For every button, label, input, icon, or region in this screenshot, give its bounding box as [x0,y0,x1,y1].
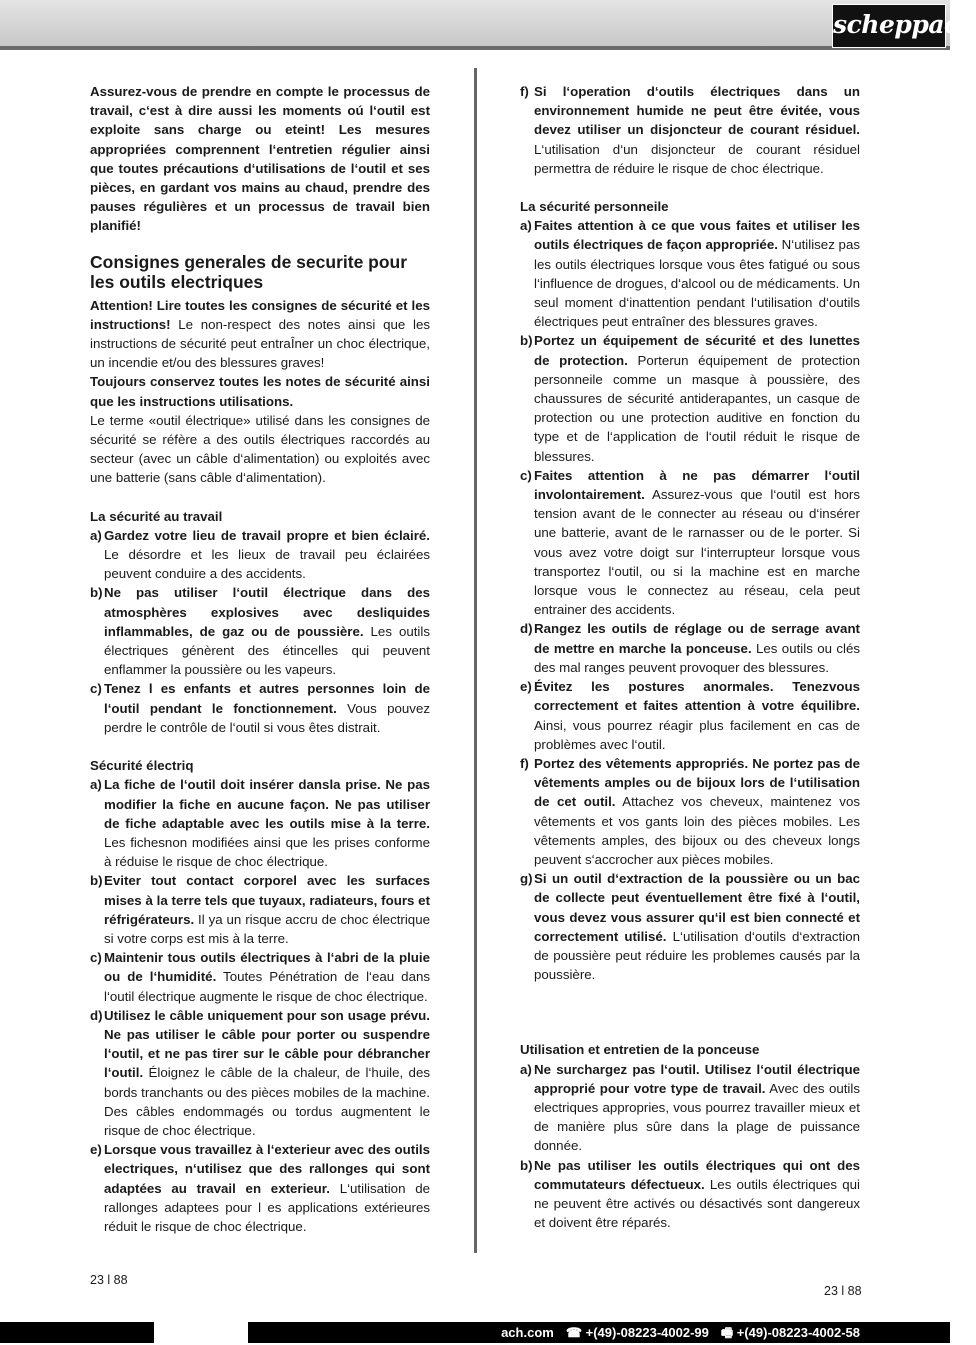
list-item-bold: Évitez les postures anormales. Tenezvous correctement et faites attention à votre équilibre. [534,679,860,714]
list-item [520,82,860,178]
list-item-label: c) [90,950,102,966]
list-item [520,216,860,331]
continued-list [520,82,860,178]
subsection-title-electrical: Sécurité électriq [90,758,194,774]
footer-fax: 🖷 +(49)-08223-4002-58 [720,1325,860,1340]
list-item [520,754,860,869]
list-item-text [104,1140,430,1236]
page-number-right: 23 l 88 [824,1284,862,1298]
page-number-left: 23 l 88 [90,1273,128,1287]
list-item-bold: Si l‘operation d‘outils électriques dans un environnement humide ne peut être évitée, vous devez utiliser un disjoncteur de courant résiduel. [534,84,860,138]
footer-website[interactable]: ach.com [501,1325,554,1340]
list-item-label: c) [520,467,532,483]
right-column [520,82,860,1232]
list-item-text [534,331,860,465]
list-item-bold: Ne pas utiliser les outils électriques qui ont des commutateurs défectueux. [534,1157,860,1192]
attention-paragraph [90,296,430,373]
list-item-bold: La fiche de l‘outil doit insérer dansla prise. Ne pas modifier la fiche en aucune façon. Ne pas utiliser de fiche adaptable avec les outils mise à la terre. [104,777,430,831]
workplace-safety-list [90,526,430,737]
subsection-title-usage: Utilisation et entretien de la ponceuse [520,1042,760,1058]
definition-paragraph: Le terme «outil électrique» utilisé dans les consignes de sécurité se réfère a des outils électriques raccordés au secteur (avec un câble d‘alimentation) ou exploités avec une batterie (sans câble d‘alimentation). [90,412,430,486]
keep-notes: Toujours conservez toutes les notes de sécurité ainsi que les instructions utilisations. [90,374,430,409]
list-item-body: Ainsi, vous pourrez réagir plus facilement en cas de problèmes avec l‘outil. [534,717,860,752]
list-item-text [534,82,860,178]
personal-safety-list [520,216,860,984]
list-item-bold: Ne surchargez pas l‘outil. Utilisez l‘outil électrique approprié pour votre type de travail. [534,1061,860,1096]
list-item-bold: Lorsque vous travaillez à l‘exterieur avec des outils electriques, n‘utilisez que des rallonges qui sont adaptées au travail en exterieur. [104,1142,430,1196]
list-item-text [104,948,430,1006]
subsection-title-personal: La sécurité personneile [520,199,669,215]
list-item-label: a) [90,527,102,543]
list-item-text [534,216,860,331]
list-item-bold: Ne pas utiliser l‘outil électrique dans des atmosphères explosives avec desliquides inflammables, de gaz ou de poussière. [104,585,430,639]
list-item-label: a) [520,1061,532,1077]
list-item-text [104,775,430,871]
top-header-bar [0,0,950,46]
list-item-bold: Rangez les outils de réglage ou de serrage avant de mettre en marche la ponceuse. [534,621,860,656]
list-item-body: Il ya un risque accru de choc électrique si votre corps est mis à la terre. [104,911,430,946]
list-item-label: b) [520,333,533,349]
list-item-text [534,1156,860,1233]
list-item-body: N‘utilisez pas les outils électriques lorsque vous êtes fatigué ou sous l‘influence de drogues, d‘alcool ou de médicaments. Un seul moment d‘inattention pendant l‘utilisation d‘outils électriques peut entraîner des blessures graves. [534,237,860,330]
intro-paragraph: Assurez-vous de prendre en compte le processus de travail, c‘est à dire aussi les moments oú l‘outil est exploite sans charge ou eteint! Les mesures appropriées comprennent l‘entretien régulier ainsi que toutes précautions d‘utilisations de l‘outil et ses pièces, en gardant vos mains au chaud, prendre des pauses régulières et un processus de travail bien planifié! [90,84,430,234]
list-item-body: Vous pouvez perdre le contrôle de l‘outil si vous êtes distrait. [104,700,430,735]
list-item-body: L‘utilisation de rallonges adaptees pour l es applications extérieures réduit le risque de choc électrique. [104,1180,430,1234]
list-item-body: Assurez-vous que l‘outil est hors tension avant de le connecter au réseau ou d‘insérer une batterie, avant de le rarnasser ou de le porter. Si vous avez votre doigt sur l‘interrupteur lorsque vous transportez l‘outil, ou si la machine est en marche lorsque vous le connectez au réseau, cela peut entrainer des accidents. [534,487,860,618]
footer-contact [489,1324,860,1341]
list-item-body: Porterun équipement de protection personneile comme un masque à poussière, des chaussures de sécurité antiderapantes, un casque de protection ou une protection auditive en fonction du type et de l‘application de l‘outil réduit le risque de blessures. [534,352,860,464]
list-item-body: Éloignez le câble de la chaleur, de l‘huile, des bords tranchants ou des pièces mobiles de la machine. Des câbles endommagés ou tordus augmentent le risque de choc électrique. [104,1065,430,1138]
list-item-text [534,619,860,677]
list-item [90,871,430,948]
list-item-label: a) [520,218,532,234]
list-item-body: L‘utilisation d‘outils d‘extraction de poussière peut réduire les problemes causés par la poussière. [534,928,860,983]
usage-maintenance-list [520,1060,860,1233]
list-item [520,1060,860,1156]
left-column [90,82,430,1236]
list-item-bold: Si un outil d‘extraction de la poussière ou un bac de collecte peut éventuellement être fixé à l‘outil, vous devez vous assurer qu‘il est bien connecté et correctement utilisé. [534,871,860,944]
list-item [90,526,430,584]
list-item-text [104,871,430,948]
scheppach-logo: scheppach [832,4,946,48]
list-item-label: f) [520,755,529,771]
list-item [90,948,430,1006]
list-item-body: Attachez vos cheveux, maintenez vos vêtements et vos gants loin des pièces mobiles. Les vêtements amples, des bijoux ou des cheveux longs peuvent s‘accrocher aux pièces mobiles. [534,794,860,867]
list-item-label: f) [520,84,529,99]
list-item-label: a) [90,777,102,793]
list-item-body: Avec des outils electriques appropries, vous pourrez travailler mieux et de manière plus sûre dans la plage de puissance donnée. [534,1080,860,1154]
list-item-body: Les outils électriques qui ne peuvent être activés ou désactivés sont dangereux et doivent être réparés. [534,1176,860,1231]
list-item [90,775,430,871]
list-item-text [534,1060,860,1156]
list-item-bold: Maintenir tous outils électriques à l‘abri de la pluie ou de l‘humidité. [104,950,430,985]
list-item-bold: Portez un équipement de sécurité et des lunettes de protection. [534,333,860,368]
list-item-label: g) [520,871,533,887]
list-item-text [104,679,430,737]
list-item [90,679,430,737]
list-item-bold: Faites attention à ce que vous faites et utiliser les outils électriques de façon appropriée. [534,218,860,253]
list-item-bold: Utilisez le câble uniquement pour son usage prévu. Ne pas utiliser le câble pour porter ou suspendre l‘outil, et ne pas tirer sur le câble pour débrancher l‘outil. [104,1007,430,1081]
list-item-label: d) [520,621,533,637]
attention-text: Le non-respect des notes ainsi que les instructions de sécurité peut entraÎner un choc électrique, un incendie et/ou des blessures graves! [90,316,430,371]
list-item-label: b) [90,873,103,889]
list-item-text [534,677,860,754]
list-item [520,677,860,754]
list-item [520,619,860,677]
section-heading: Consignes generales de securite pour les outils electriques [90,251,408,292]
list-item-label: d) [90,1007,103,1023]
list-item [90,1140,430,1236]
list-item [90,583,430,679]
list-item [520,869,860,984]
list-item-bold: Portez des vêtements appropriés. Ne portez pas de vêtements amples ou de bijoux lors de l‘utilisation de cet outil. [534,755,860,810]
list-item-body: Toutes Pénétration de l‘eau dans l‘outil électrique augmente le risque de choc électrique. [104,969,431,1004]
list-item-label: b) [90,585,103,601]
list-item-body: Les outils électriques génèrent des étincelles qui peuvent enflammer la poussière ou les vapeurs. [104,623,430,678]
list-item-text [534,869,860,984]
electrical-safety-list [90,775,430,1236]
list-item-bold: Eviter tout contact corporel avec les surfaces mises à la terre tels que tuyaux, radiateurs, fours et réfrigérateurs. [104,873,430,927]
column-divider [474,68,477,1253]
footer-bar [0,1322,950,1343]
list-item-body: Les outils ou clés des mal ranges peuvent provoquer des blessures. [534,640,860,675]
attention-bold: Attention! Lire toutes les consignes de sécurité et les instructions! [90,297,430,332]
list-item-label: c) [90,681,102,697]
list-item [520,331,860,465]
list-item-bold: Gardez votre lieu de travail propre et bien éclairé. [104,527,430,543]
list-item-bold: Tenez l es enfants et autres personnes loin de l‘outil pendant le fonctionnement. [104,681,430,716]
list-item-text [534,466,860,620]
list-item [520,466,860,620]
list-item-text [104,526,430,584]
list-item-text [104,583,430,679]
list-item [520,1156,860,1233]
list-item-label: e) [90,1142,102,1158]
footer-white-block [154,1322,248,1343]
list-item-label: e) [520,679,532,695]
list-item-text [534,754,860,869]
list-item-label: b) [520,1157,533,1173]
header-divider-line [0,46,950,50]
footer-phone: ☎ +(49)-08223-4002-99 [565,1325,709,1340]
list-item-bold: Faites attention à ne pas démarrer l‘outil involontairement. [534,467,860,503]
list-item-text [104,1006,430,1140]
list-item-body: Les fichesnon modifiées ainsi que les prises conforme à réduise le risque de choc électrique. [104,834,430,870]
list-item-body: Le désordre et les lieux de travail peu éclairées peuvent conduire a des accidents. [104,547,430,582]
subsection-title-workplace: La sécurité au travail [90,508,223,524]
list-item [90,1006,430,1140]
list-item-body: L‘utilisation d‘un disjoncteur de courant résiduel permettra de réduire le risque de choc électrique. [534,141,860,176]
